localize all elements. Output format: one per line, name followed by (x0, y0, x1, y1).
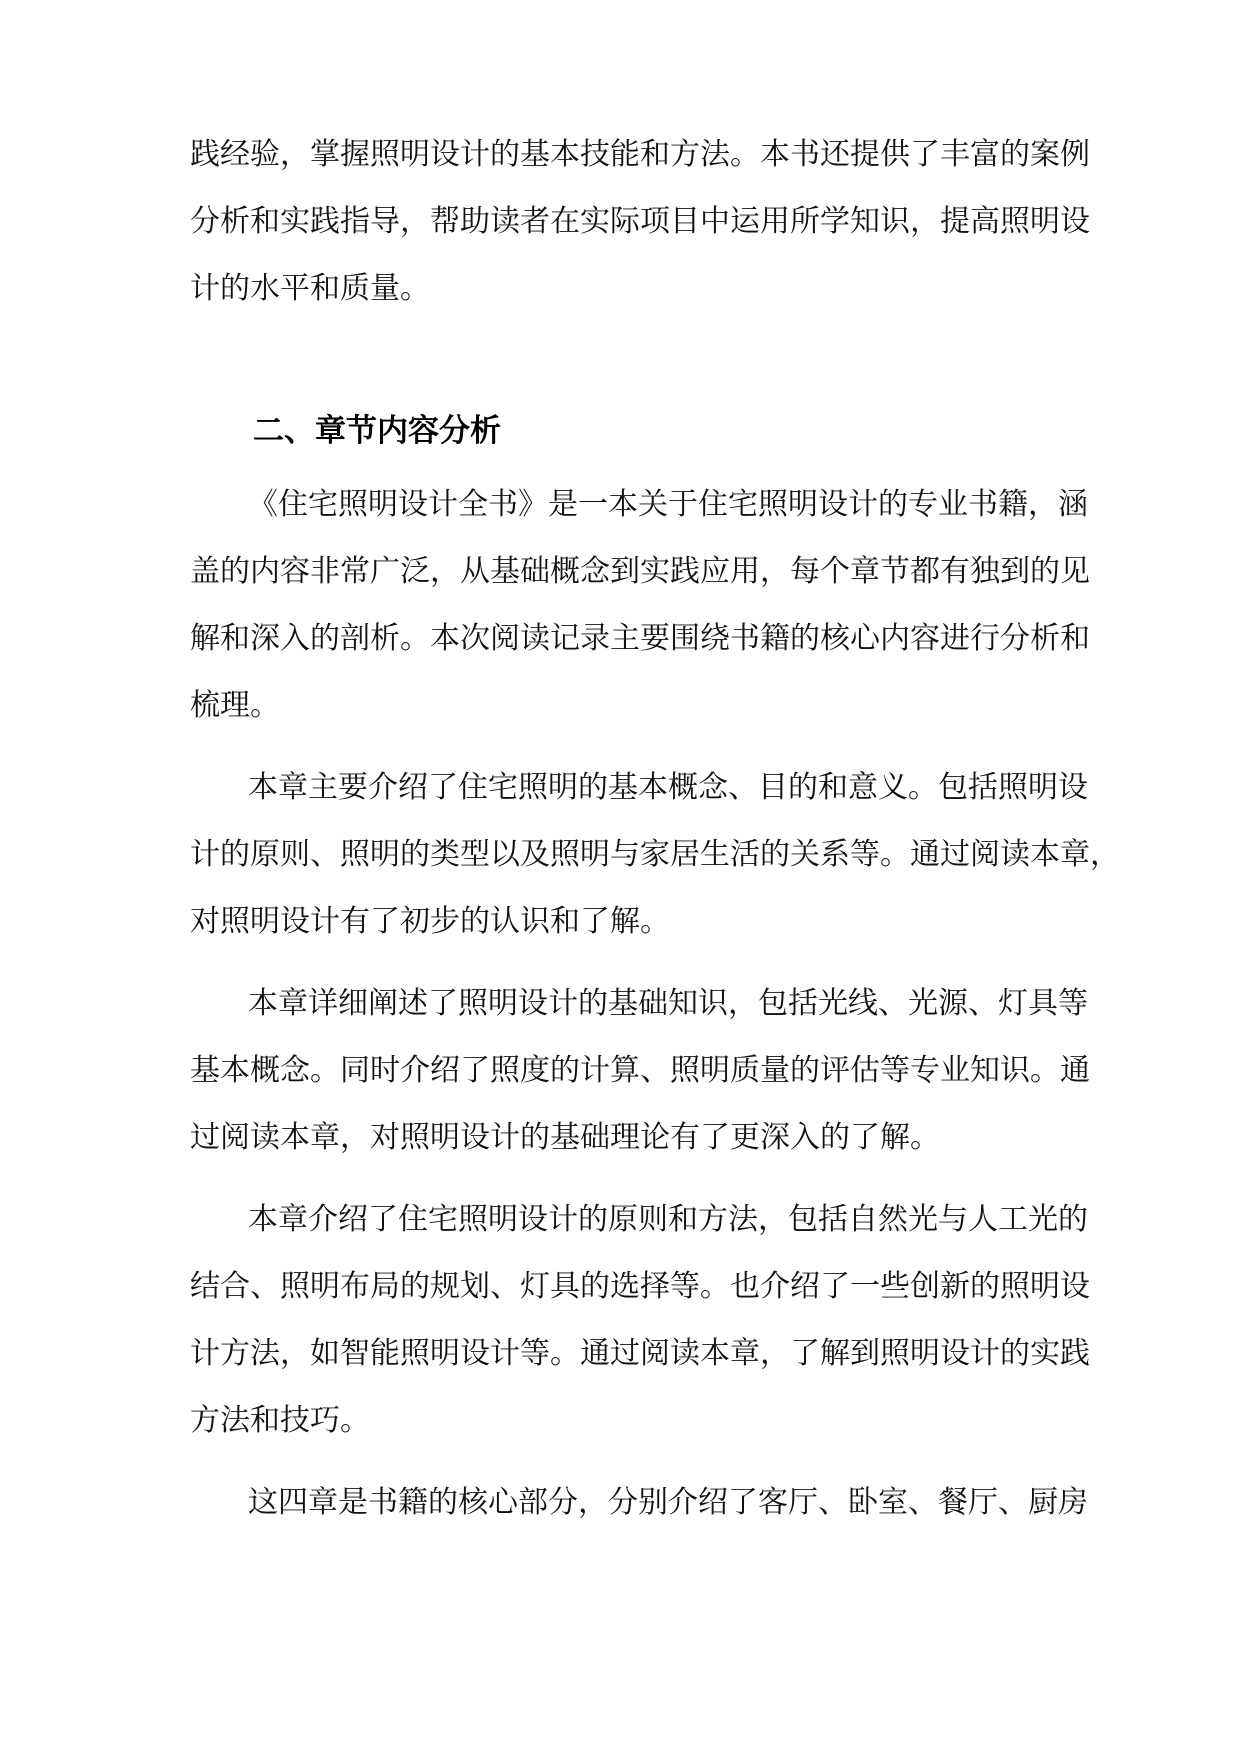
paragraph-line: 盖的内容非常广泛，从基础概念到实践应用，每个章节都有独到的见 (190, 554, 1090, 589)
paragraph-line: 《住宅照明设计全书》是一本关于住宅照明设计的专业书籍，涵 (248, 487, 1088, 522)
section-heading: 二、章节内容分析 (253, 413, 501, 449)
paragraph-line: 计的水平和质量。 (190, 271, 430, 306)
paragraph-line: 梳理。 (190, 688, 280, 723)
paragraph-line: 本章介绍了住宅照明设计的原则和方法，包括自然光与人工光的 (248, 1202, 1088, 1237)
paragraph-line: 结合、照明布局的规划、灯具的选择等。也介绍了一些创新的照明设 (190, 1269, 1090, 1304)
paragraph-line: 过阅读本章，对照明设计的基础理论有了更深入的了解。 (190, 1120, 940, 1155)
paragraph-line: 本章详细阐述了照明设计的基础知识，包括光线、光源、灯具等 (248, 986, 1088, 1021)
paragraph-line: 分析和实践指导，帮助读者在实际项目中运用所学知识，提高照明设 (190, 204, 1090, 239)
paragraph-line: 方法和技巧。 (190, 1403, 370, 1438)
paragraph-line: 计方法，如智能照明设计等。通过阅读本章，了解到照明设计的实践 (190, 1336, 1090, 1371)
paragraph-line: 基本概念。同时介绍了照度的计算、照明质量的评估等专业知识。通 (190, 1053, 1090, 1088)
paragraph-line: 计的原则、照明的类型以及照明与家居生活的关系等。通过阅读本章， (190, 837, 1120, 872)
paragraph-line: 对照明设计有了初步的认识和了解。 (190, 904, 670, 939)
paragraph-line: 本章主要介绍了住宅照明的基本概念、目的和意义。包括照明设 (248, 770, 1088, 805)
paragraph-line: 解和深入的剖析。本次阅读记录主要围绕书籍的核心内容进行分析和 (190, 621, 1090, 656)
paragraph-line: 这四章是书籍的核心部分，分别介绍了客厅、卧室、餐厅、厨房 (248, 1485, 1088, 1520)
paragraph-line: 践经验，掌握照明设计的基本技能和方法。本书还提供了丰富的案例 (190, 137, 1090, 172)
